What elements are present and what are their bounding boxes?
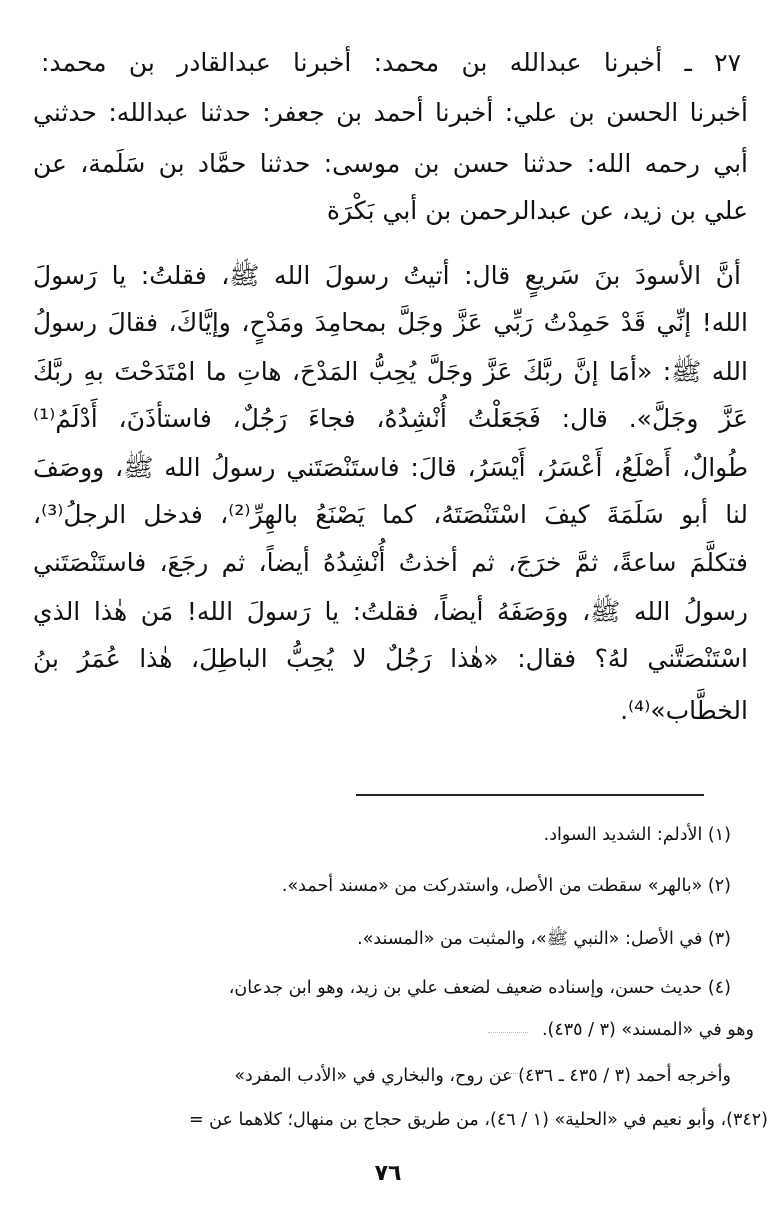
body-line-4: علي بن زيد، عن عبدالرحمن بن أبي بَكْرَة bbox=[326, 196, 748, 225]
footnote-4-cont: وهو في «المسند» (٣ / ٤٣٥). bbox=[541, 1020, 754, 1040]
body-line-10: لنا أبو سَلَمَةَ كيفَ اسْتَنْصَتَهُ، كما يَصْنَعُ بالهِرِّ⁽²⁾، فدخل الرجلُ⁽³⁾، bbox=[33, 500, 749, 529]
body-line-3: أبي رحمه الله: حدثنا حسن بن موسى: حدثنا حمَّاد بن سَلَمة، عن bbox=[33, 149, 748, 178]
footnote-3: (٣) في الأصل: «النبي ﷺ»، والمثبت من «المسند». bbox=[357, 929, 731, 949]
footnote-4-extra-1: وأخرجه أحمد (٣ / ٤٣٥ ـ ٤٣٦) عن روح، والبخاري في «الأدب المفرد» bbox=[234, 1066, 731, 1086]
scan-dots-2 bbox=[496, 1073, 536, 1074]
footnote-4: (٤) حديث حسن، وإسناده ضعيف لضعف علي بن زيد، وهو ابن جدعان، bbox=[228, 978, 731, 998]
body-line-1: ٢٧ ـ أخبرنا عبدالله بن محمد: أخبرنا عبدالقادر بن محمد: bbox=[41, 48, 741, 77]
footnote-4-extra-2: (٣٤٢)، وأبو نعيم في «الحلية» (١ / ٤٦)، من طريق حجاج بن منهال؛ كلاهما عن = bbox=[188, 1110, 768, 1130]
scan-dots-1 bbox=[488, 1032, 528, 1033]
body-line-14: الخطَّاب»⁽⁴⁾. bbox=[620, 696, 748, 725]
body-line-7: الله ﷺ: «أمَا إنَّ ربَّكَ عَزَّ وجَلَّ يُحِبُّ المَدْحَ، هاتِ ما امْتَدَحْتَ بهِ ربَّكَ bbox=[33, 357, 748, 386]
body-line-5: أنَّ الأسودَ بنَ سَريعٍ قال: أتيتُ رسولَ الله ﷺ، فقلتُ: يا رَسولَ bbox=[33, 261, 741, 290]
body-line-9: طُوالٌ، أَصْلَعُ، أَعْسَرُ، أَيْسَرُ، قالَ: فاستَنْصَتَني رسولُ الله ﷺ، ووصَفَ bbox=[33, 453, 748, 482]
body-line-11: فتكلَّمَ ساعةً، ثمَّ خرَجَ، ثم أخذتُ أُنْشِدُهُ أيضاً، ثم رجَعَ، فاستَنْصَتَني bbox=[33, 548, 748, 577]
body-line-2: أخبرنا الحسن بن علي: أخبرنا أحمد بن جعفر: حدثنا عبدالله: حدثني bbox=[33, 98, 748, 127]
body-line-8: عَزَّ وجَلَّ». قال: فَجَعَلْتُ أُنْشِدُهُ، فجاءَ رَجُلٌ، فاستأذَنَ، أَدْلَمُ⁽¹⁾ bbox=[33, 404, 748, 433]
footnote-separator bbox=[356, 794, 704, 796]
footnote-2: (٢) «بالهر» سقطت من الأصل، واستدركت من «مسند أحمد». bbox=[281, 876, 731, 896]
body-line-13: اسْتَنْصَتَّني لهُ؟ فقال: «هٰذا رَجُلٌ لا يُحِبُّ الباطِلَ، هٰذا عُمَرُ بنُ bbox=[33, 644, 748, 673]
footnote-1: (١) الأدلم: الشديد السواد. bbox=[543, 825, 731, 845]
body-line-6: الله! إنِّي قَدْ حَمِدْتُ رَبِّي عَزَّ وجَلَّ بمحامِدَ ومَدْحٍ، وإيَّاكَ، فقالَ رسولُ bbox=[33, 308, 748, 337]
page-number: ٧٦ bbox=[374, 1161, 402, 1186]
body-line-12: رسولُ الله ﷺ، ووَصَفَهُ أيضاً، فقلتُ: يا رَسولَ الله! مَن هٰذا الذي bbox=[33, 597, 748, 626]
